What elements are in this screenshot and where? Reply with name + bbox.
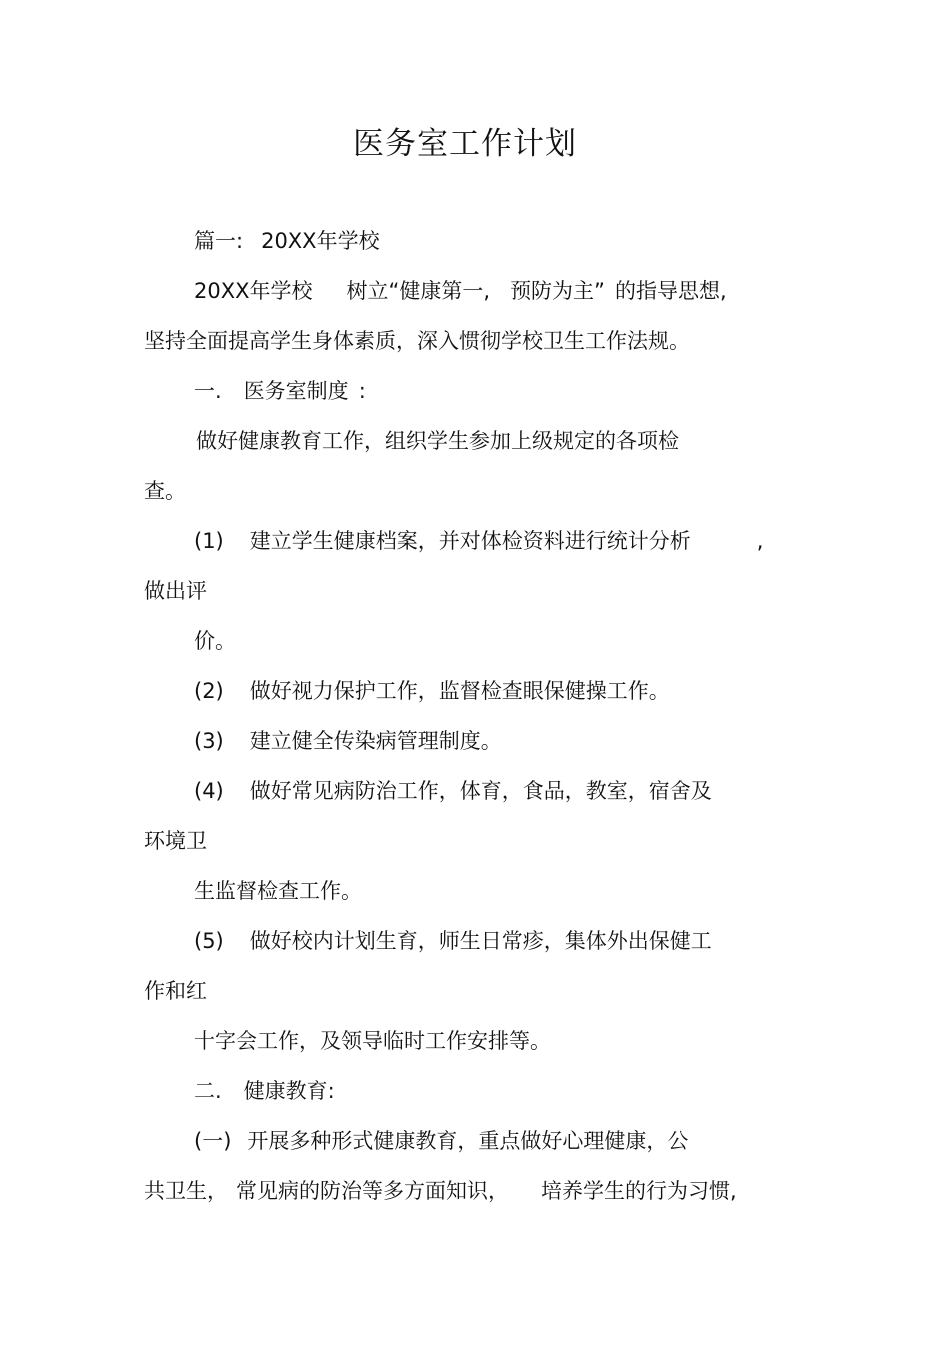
text-span: 篇一: xyxy=(194,229,244,253)
list-item xyxy=(194,726,502,756)
paragraph-line xyxy=(194,276,727,306)
text-span: 20XX年学校 xyxy=(261,229,380,253)
text-span: 建立健全传染病管理制度。 xyxy=(249,729,502,753)
paragraph-line xyxy=(194,626,236,656)
section-heading xyxy=(194,376,366,406)
paragraph-line xyxy=(144,576,207,606)
text-span: 20XX年学校 xyxy=(194,279,313,303)
text-span: , xyxy=(756,529,764,553)
text-span: 环境卫 xyxy=(144,829,207,853)
text-span: : xyxy=(358,379,366,403)
list-item xyxy=(194,1126,688,1156)
paragraph-line xyxy=(196,426,679,456)
list-item xyxy=(194,676,670,706)
list-item xyxy=(194,526,763,556)
text-span: 查。 xyxy=(144,479,186,503)
text-span: 共卫生， xyxy=(144,1179,228,1203)
text-span: 坚持全面提高学生身体素质，深入惯彻学校卫生工作法规。 xyxy=(144,329,690,353)
list-number: (5) xyxy=(194,929,224,953)
text-span: 常见病的防治等多方面知识， xyxy=(236,1179,509,1203)
paragraph-line xyxy=(144,976,207,1006)
list-number: (3) xyxy=(194,729,224,753)
paragraph-line xyxy=(144,826,207,856)
list-number: (一) xyxy=(194,1129,232,1153)
text-span: 的指导思想, xyxy=(614,279,727,303)
text-span: 做好校内计划生育，师生日常疹，集体外出保健工 xyxy=(249,929,712,953)
paragraph-line xyxy=(144,326,690,356)
paragraph-line xyxy=(194,876,362,906)
text-span: 健康教育: xyxy=(243,1079,335,1103)
text-span: 十字会工作，及领导临时工作安排等。 xyxy=(194,1029,551,1053)
text-span: 作和红 xyxy=(144,979,207,1003)
text-span: 建立学生健康档案，并对体检资料进行统计分析 xyxy=(249,529,691,553)
list-item xyxy=(194,926,712,956)
text-span: 二. xyxy=(194,1079,222,1103)
paragraph-section-heading xyxy=(194,226,380,256)
paragraph-line xyxy=(144,1176,737,1206)
list-number: (2) xyxy=(194,679,224,703)
list-number: (1) xyxy=(194,529,224,553)
text-span: 做好常见病防治工作，体育，食品，教室，宿舍及 xyxy=(249,779,712,803)
text-span: 开展多种形式健康教育，重点做好心理健康，公 xyxy=(247,1129,689,1153)
text-span: 做好健康教育工作，组织学生参加上级规定的各项检 xyxy=(196,429,679,453)
text-span: 培养学生的行为习惯, xyxy=(541,1179,737,1203)
text-span: 预防为主” xyxy=(510,279,605,303)
paragraph-line xyxy=(194,1026,551,1056)
text-span: 做好视力保护工作，监督检查眼保健操工作。 xyxy=(249,679,670,703)
text-span: 一. xyxy=(194,379,222,403)
document-title: 医务室工作计划 xyxy=(353,126,577,162)
text-span: 做出评 xyxy=(144,579,207,603)
text-span: 价。 xyxy=(194,629,236,653)
section-heading xyxy=(194,1076,335,1106)
list-number: (4) xyxy=(194,779,224,803)
text-span: 生监督检查工作。 xyxy=(194,879,362,903)
list-item xyxy=(194,776,712,806)
text-span: 树立“健康第一, xyxy=(346,279,491,303)
text-span: 医务室制度 xyxy=(243,379,349,403)
paragraph-line xyxy=(144,476,186,506)
